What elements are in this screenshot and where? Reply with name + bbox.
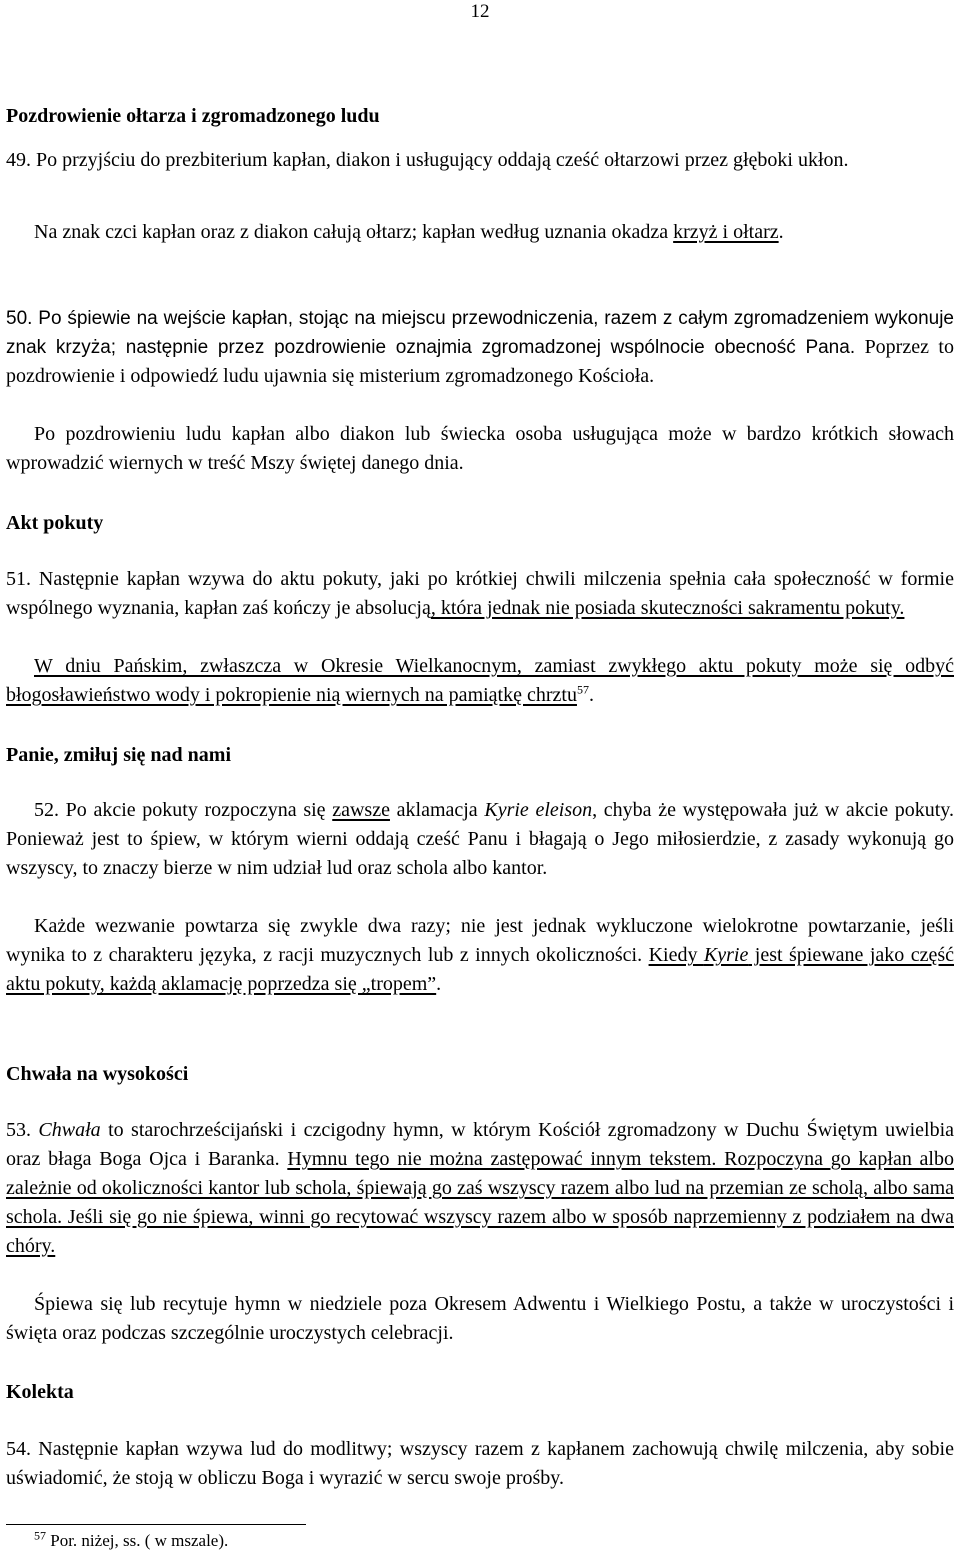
heading-pozdrowienie: Pozdrowienie ołtarza i zgromadzonego ludu [6, 105, 380, 127]
paragraph-51 [6, 565, 954, 623]
p49b-text: Na znak czci kapłan oraz z diakon całują ołtarz; kapłan według uznania okadza [34, 221, 674, 243]
p52b-end: . [436, 973, 442, 995]
footnote-number: 57 [34, 1528, 46, 1543]
p52b-italic: Kyrie [703, 944, 749, 966]
p53-text-a: 53. [6, 1119, 39, 1141]
paragraph-49 [6, 146, 954, 175]
p52b-u1: Kiedy [648, 944, 704, 966]
heading-chwala: Chwała na wysokości [6, 1063, 189, 1085]
p49-text: 49. Po przyjściu do prezbiterium kapłan, diakon i usługujący oddają cześć ołtarzowi przez głęboki ukłon. [6, 149, 849, 171]
paragraph-50c [6, 420, 954, 478]
p53-text-b: to starochrześcijański i czcigodny hymn, w którym Kościół zgromadzony w Duchu Świętym uwielbia oraz błaga Boga Ojca i Baranka. [6, 1119, 955, 1170]
paragraph-52b [6, 912, 954, 999]
p52-text-c: , chyba że występowała już w akcie pokuty. Ponieważ jest to śpiew, w którym wierni oddają cześć Panu i błagają o Jego miłosierdzie, z zasady wykonują go wszyscy, to znaczy bierze w nim udział lud oraz schola albo kantor. [6, 799, 954, 879]
paragraph-54 [6, 1435, 954, 1493]
heading-kolekta: Kolekta [6, 1381, 74, 1403]
footnote-57 [34, 1530, 228, 1552]
paragraph-50 [6, 304, 954, 391]
p49b-underlined: krzyż i ołtarz [673, 221, 779, 243]
p52-underlined: zawsze [332, 799, 390, 821]
p49b-end: . [778, 221, 784, 243]
footnote-text: Por. niżej, ss. ( w mszale). [46, 1531, 229, 1550]
page-number: 12 [470, 1, 490, 22]
p52b-text: Każde wezwanie powtarza się zwykle dwa razy; nie jest jednak wykluczone wielokrotne powtarzanie, jeśli wynika to z charakteru języka, z racji muzycznych lub z innych okoliczności. [6, 915, 954, 966]
p50-text-a: 50. Po śpiewie na wejście kapłan, stojąc na miejscu przewodniczenia, razem z całym zgromadzeniem wykonuje znak krzyża; następnie przez pozdrowienie oznajmia zgromadzonej wspólnocie obecność Pana. [6, 308, 954, 358]
p51b-underlined: W dniu Pańskim, zwłaszcza w Okresie Wielkanocnym, zamiast zwykłego aktu pokuty może się odbyć błogosławieństwo wody i pokropienie nią wiernych na pamiątkę chrztu [6, 655, 954, 706]
p51-underlined: , która jednak nie posiada skuteczności sakramentu pokuty. [430, 597, 905, 619]
p53-underlined: Hymnu tego nie można zastępować innym tekstem. Rozpoczyna go kapłan albo zależnie od okoliczności kantor lub schola, śpiewają go zaś wszyscy razem albo lud na przemian ze scholą, albo sama schola. Jeśli się go nie śpiewa, winni go recytować wszyscy razem albo w sposób naprzemienny z podziałem na dwa chóry. [6, 1148, 954, 1257]
paragraph-53b [6, 1290, 954, 1348]
paragraph-49b [6, 218, 954, 247]
p53b-text: Śpiewa się lub recytuje hymn w niedziele poza Okresem Adwentu i Wielkiego Postu, a także w uroczystości i święta oraz podczas szczególnie uroczystych celebracji. [6, 1293, 954, 1344]
heading-panie-zmiluj: Panie, zmiłuj się nad nami [6, 744, 232, 766]
footnote-ref-57: 57 [576, 682, 589, 697]
p51-text: 51. Następnie kapłan wzywa do aktu pokuty, jaki po krótkiej chwili milczenia spełnia cała społeczność w formie wspólnego wyznania, kapłan zaś kończy je absolucją [6, 568, 954, 619]
heading-akt-pokuty: Akt pokuty [6, 512, 104, 534]
paragraph-53 [6, 1116, 954, 1261]
p52-italic: Kyrie eleison [484, 799, 593, 821]
paragraph-51b [6, 652, 954, 710]
p54-text: 54. Następnie kapłan wzywa lud do modlitwy; wszyscy razem z kapłanem zachowują chwilę milczenia, aby sobie uświadomić, że stoją w obliczu Boga i wyrazić w sercu swoje prośby. [6, 1438, 954, 1489]
p52-text-a: 52. Po akcie pokuty rozpoczyna się [34, 799, 333, 821]
p53-italic: Chwała [38, 1119, 101, 1141]
p50-text-b: Poprzez to pozdrowienie i odpowiedź ludu ujawnia się misterium zgromadzonego Kościoła. [6, 336, 954, 387]
p52b-u2: jest śpiewane jako część aktu pokuty, każdą aklamację poprzedza się „tropem” [6, 944, 954, 995]
p51b-end: . [588, 684, 594, 706]
paragraph-52 [6, 796, 954, 883]
footnote-separator [6, 1524, 306, 1525]
p50c-text: Po pozdrowieniu ludu kapłan albo diakon lub świecka osoba usługująca może w bardzo krótkich słowach wprowadzić wiernych w treść Mszy świętej danego dnia. [6, 423, 954, 474]
p52-text-b: aklamacja [389, 799, 485, 821]
